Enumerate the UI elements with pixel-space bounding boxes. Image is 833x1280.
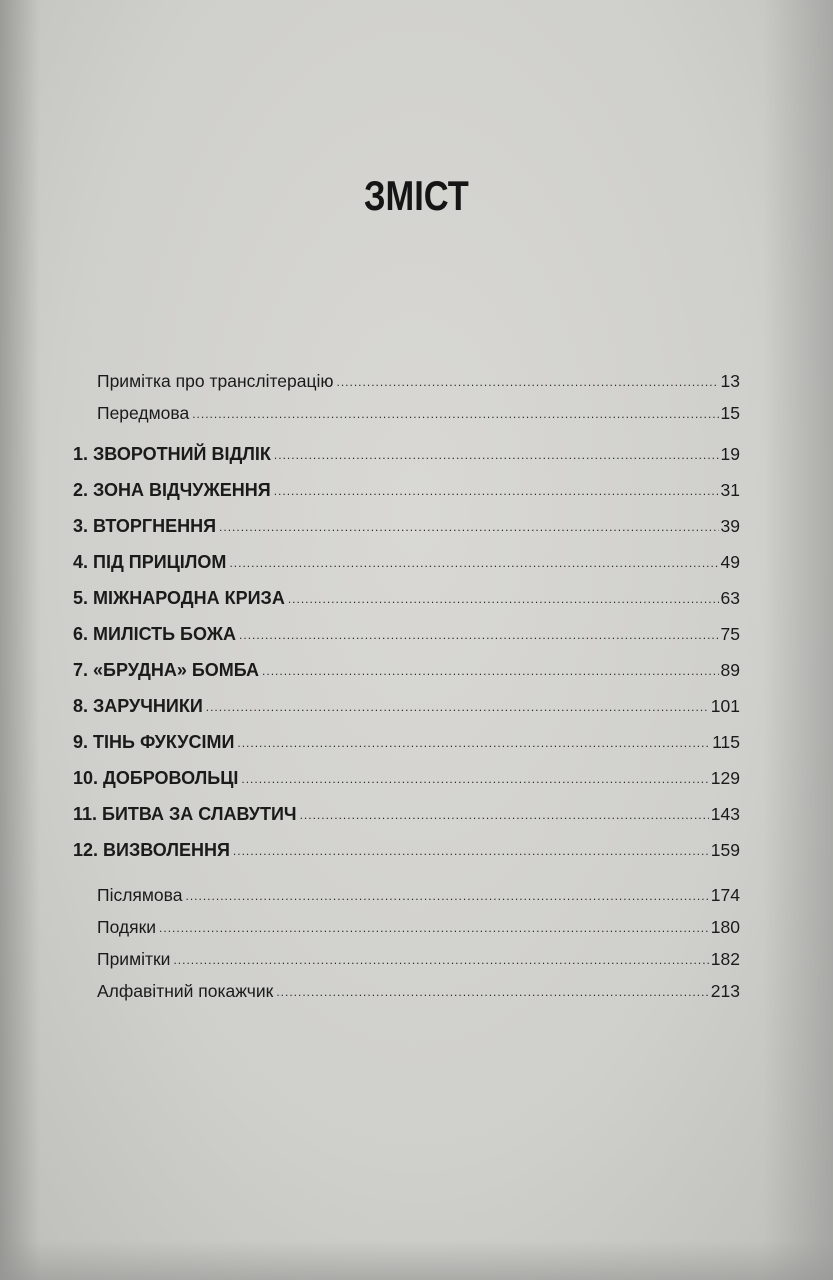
toc-entry-label: 10. ДОБРОВОЛЬЦІ [73,768,239,788]
toc-entry-page: 13 [720,371,740,391]
dot-leader [276,986,708,998]
page-edge-shadow [763,0,833,1280]
toc-entry-page: 129 [710,768,740,788]
toc-entry-front-2 [97,400,740,424]
toc-entry-page: 159 [710,840,740,860]
toc-entry-label: 6. МИЛІСТЬ БОЖА [73,624,237,644]
toc-entry-page: 180 [710,917,740,937]
dot-leader [159,922,709,934]
spine-shadow [0,0,40,1280]
toc-entry-front-1 [97,368,740,392]
toc-entry-chapter-5 [73,585,740,609]
toc-entry-chapter-8 [73,693,740,717]
toc-entry-chapter-9 [73,729,740,753]
dot-leader [229,557,718,569]
dot-leader [173,954,708,966]
dot-leader [337,376,719,388]
toc-entry-back-3 [97,946,740,970]
toc-entry-page: 63 [720,588,740,608]
toc-entry-label: 2. ЗОНА ВІДЧУЖЕННЯ [73,480,271,500]
toc-entry-back-2 [97,914,740,938]
toc-entry-label: 3. ВТОРГНЕННЯ [73,516,217,536]
toc-entry-chapter-6 [73,621,740,645]
toc-entry-page: 49 [720,552,740,572]
toc-entry-page: 182 [710,949,740,969]
toc-entry-label: 7. «БРУДНА» БОМБА [73,660,260,680]
dot-leader [186,890,709,902]
toc-entry-page: 19 [720,444,740,464]
dot-leader [219,521,719,533]
toc-entry-chapter-2 [73,477,740,501]
toc-entry-chapter-4 [73,549,740,573]
toc-entry-page: 39 [720,516,740,536]
dot-leader [288,593,719,605]
page-title: ЗМІСТ [363,172,469,219]
toc-entry-label: 11. БИТВА ЗА СЛАВУТИЧ [73,804,297,824]
toc-entry-label: 1. ЗВОРОТНИЙ ВІДЛІК [73,444,271,464]
toc-entry-page: 15 [720,403,740,423]
toc-entry-page: 174 [710,885,740,905]
toc-entry-chapter-11 [73,801,740,825]
toc-entry-label: Примітка про транслітерацію [97,371,334,391]
toc-entry-page: 31 [720,480,740,500]
toc-entry-label: Алфавітний покажчик [97,981,274,1001]
toc-entry-back-4 [97,978,740,1002]
dot-leader [192,408,718,420]
dot-leader [274,449,719,461]
dot-leader [239,629,719,641]
toc-entry-page: 75 [720,624,740,644]
toc-entry-label: Передмова [97,403,190,423]
toc-entry-chapter-3 [73,513,740,537]
dot-leader [262,665,719,677]
toc-entry-label: Післямова [97,885,183,905]
toc-entry-label: Подяки [97,917,157,937]
toc-entry-label: 4. ПІД ПРИЦІЛОМ [73,552,227,572]
toc-entry-page: 101 [710,696,740,716]
toc-entry-chapter-1 [73,441,740,465]
dot-leader [233,845,709,857]
dot-leader [206,701,709,713]
dot-leader [241,773,708,785]
dot-leader [237,737,710,749]
toc-entry-label: 8. ЗАРУЧНИКИ [73,696,203,716]
toc-entry-label: 5. МІЖНАРОДНА КРИЗА [73,588,285,608]
toc-entry-back-1 [97,882,740,906]
toc-entry-label: Примітки [97,949,171,969]
toc-entry-chapter-10 [73,765,740,789]
toc-entry-page: 115 [712,732,740,752]
page-bottom-edge [0,1240,833,1280]
toc-entry-page: 213 [710,981,740,1001]
toc-entry-page: 143 [710,804,740,824]
dot-leader [300,809,709,821]
toc-entry-chapter-12 [73,837,740,861]
toc-entry-chapter-7 [73,657,740,681]
toc-entry-label: 12. ВИЗВОЛЕННЯ [73,840,230,860]
dot-leader [274,485,719,497]
toc-entry-label: 9. ТІНЬ ФУКУСІМИ [73,732,235,752]
toc-entry-page: 89 [720,660,740,680]
